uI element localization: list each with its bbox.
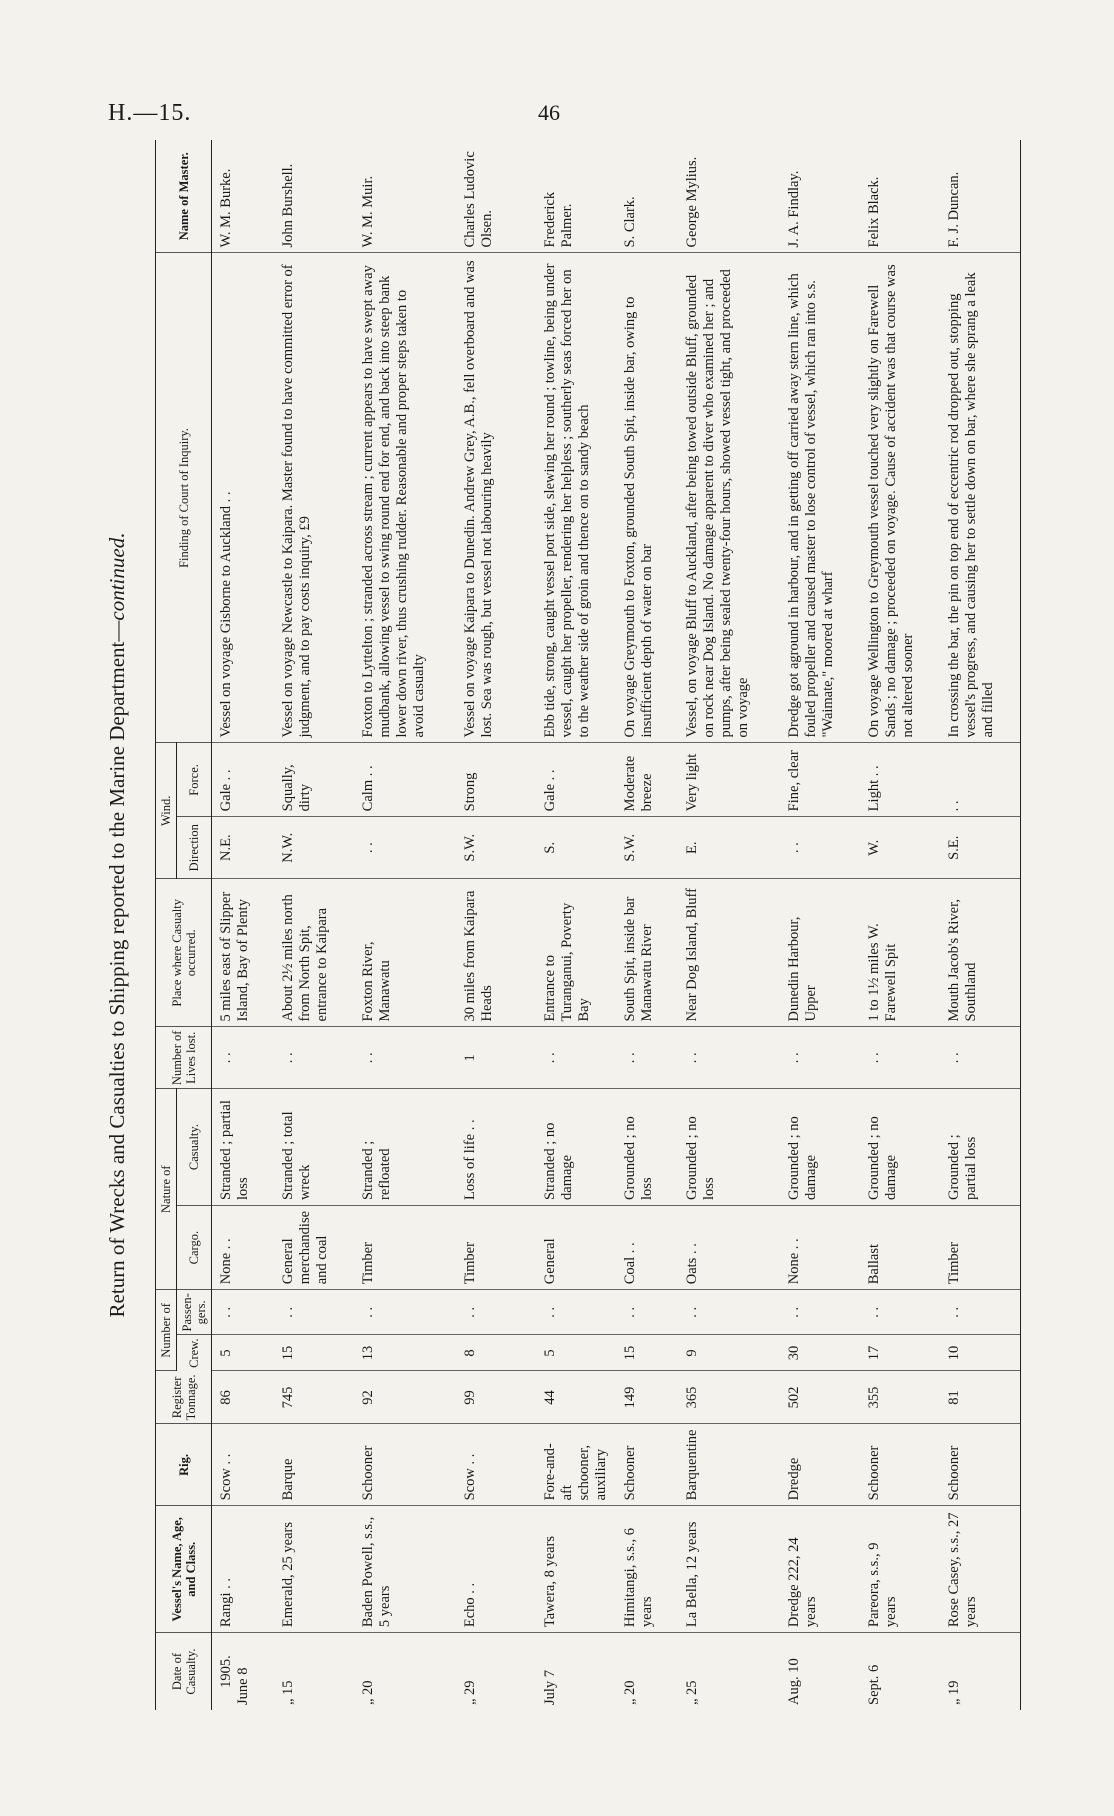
date-day: 10 [786,1658,802,1673]
tonnage: 745 [274,1371,354,1424]
wind-force: Gale . . [536,743,616,817]
crew: 15 [274,1335,354,1371]
cargo: Timber [456,1205,536,1289]
wind-force: Light . . [860,743,940,817]
vessel-name: Rangi . . [212,1506,275,1633]
year-label: 1905. [218,1655,234,1688]
wind-force: Fine, clear [780,743,860,817]
table-title-main: Return of Wrecks and Casualties to Shipping reported to the Marine Department— [105,620,129,1318]
wind-direction: E. [678,817,780,879]
lives-lost: . . [780,1027,860,1089]
rig: Fore-and-aft schooner, auxiliary [536,1424,616,1506]
rig: Barquentine [678,1424,780,1506]
header-tonnage: Register Tonnage. [156,1371,212,1424]
master-name: F. J. Duncan. [940,140,1021,253]
rig: Barque [274,1424,354,1506]
place: 30 miles from Kaipara Heads [456,879,536,1027]
passengers: . . [616,1290,678,1335]
cargo: None . . [780,1205,860,1289]
vessel-name: Rose Casey, s.s., 27 years [940,1506,1021,1633]
place: South Spit, inside bar Manawatu River [616,879,678,1027]
date-day: 20 [360,1680,376,1695]
lives-lost: . . [678,1027,780,1089]
lives-lost: . . [354,1027,456,1089]
place: Dunedin Harbour, Upper [780,879,860,1027]
tonnage: 86 [212,1371,275,1424]
date-month: „ [622,1698,638,1705]
date-month: June [235,1678,251,1705]
casualty: Stranded ; partial loss [212,1089,275,1206]
date-day: 7 [542,1669,558,1678]
cargo: Timber [940,1205,1021,1289]
vessel-name: Echo . . [456,1506,536,1633]
table-title [95,140,139,1710]
date-day: 8 [235,1667,251,1675]
table-row [940,140,1021,1710]
wind-direction: W. [860,817,940,879]
header-lives-lost: Number of Lives lost. [156,1027,212,1089]
wind-force: . . [940,743,1021,817]
table-row [678,140,780,1710]
cargo: None . . [212,1205,275,1289]
date-month: „ [462,1698,478,1705]
crew: 9 [678,1335,780,1371]
master-name: Frederick Palmer. [536,140,616,253]
crew: 13 [354,1335,456,1371]
date-day: 6 [866,1664,882,1672]
table-row [780,140,860,1710]
wind-force: Very light [678,743,780,817]
date-day: 19 [946,1680,962,1695]
date-month: Sept. [866,1675,882,1705]
lives-lost: . . [536,1027,616,1089]
wind-force: Squally, dirty [274,743,354,817]
casualty: Grounded ; no damage [780,1089,860,1206]
crew: 10 [940,1335,1021,1371]
finding: Vessel on voyage Kaipara to Dunedin. Andrew Grey, A.B., fell overboard and was lost. Sea was rough, but vessel not labouring heavily [456,253,536,743]
table-row [860,140,940,1710]
table-row [212,140,275,1710]
header-row-1 [156,140,177,1710]
date-month: „ [360,1698,376,1705]
place: Foxton River, Manawatu [354,879,456,1027]
date-month: „ [280,1698,296,1705]
wind-force: Strong [456,743,536,817]
wind-direction: N.E. [212,817,275,879]
header-cargo: Cargo. [177,1205,212,1289]
finding: In crossing the bar, the pin on top end of eccentric rod dropped out, stopping vessel's progress, and causing her to settle down on bar, where she sprang a leak and filled [940,253,1021,743]
page-number: 46 [538,100,560,125]
casualty: Grounded ; partial loss [940,1089,1021,1206]
cargo: Ballast [860,1205,940,1289]
header-casualty: Casualty. [177,1089,212,1206]
wind-direction: . . [780,817,860,879]
passengers: . . [354,1290,456,1335]
rig: Scow . . [212,1424,275,1506]
wind-force: Moderate breeze [616,743,678,817]
header-rig: Rig. [156,1424,212,1506]
wind-direction: S.W. [456,817,536,879]
crew: 15 [616,1335,678,1371]
date-day: 15 [280,1680,296,1695]
place: About 2½ miles north from North Spit, entrance to Kaipara [274,879,354,1027]
place: Near Dog Island, Bluff [678,879,780,1027]
casualty: Loss of life . . [456,1089,536,1206]
vessel-name: Tawera, 8 years [536,1506,616,1633]
place: Entrance to Turanganui, Poverty Bay [536,879,616,1027]
place: Mouth Jacob's River, Southland [940,879,1021,1027]
date-month: Aug. [786,1676,802,1705]
tonnage: 502 [780,1371,860,1424]
rotated-table-block [95,140,1045,1710]
table-row [536,140,616,1710]
vessel-name: Dredge 222, 24 years [780,1506,860,1633]
cargo: Oats . . [678,1205,780,1289]
header-finding: Finding of Court of Inquiry. [156,253,212,743]
place: 5 miles east of Slipper Island, Bay of Plenty [212,879,275,1027]
master-name: George Mylius. [678,140,780,253]
tonnage: 99 [456,1371,536,1424]
vessel-name: Himitangi, s.s., 6 years [616,1506,678,1633]
vessel-name: Baden Powell, s.s., 5 years [354,1506,456,1633]
finding: Vessel on voyage Gisborne to Auckland . . [212,253,275,743]
table-title-continued: continued. [105,532,129,621]
finding: On voyage Greymouth to Foxton, grounded South Spit, inside bar, owing to insufficient depth of water on bar [616,253,678,743]
vessel-name: La Bella, 12 years [678,1506,780,1633]
crew: 5 [212,1335,275,1371]
casualty: Stranded ; total wreck [274,1089,354,1206]
tonnage: 44 [536,1371,616,1424]
cargo: General merchandise and coal [274,1205,354,1289]
lives-lost: 1 [456,1027,536,1089]
crew: 17 [860,1335,940,1371]
master-name: W. M. Muir. [354,140,456,253]
wind-direction: S. [536,817,616,879]
lives-lost: . . [212,1027,275,1089]
finding: Vessel on voyage Newcastle to Kaipara. Master found to have committed error of judgment, and to pay costs inquiry, £9 [274,253,354,743]
passengers: . . [780,1290,860,1335]
finding: Dredge got aground in harbour, and in getting off carried away stern line, which fouled propeller and caused master to lose control of vessel, which ran into s.s. "Waimate," moored at wharf [780,253,860,743]
passengers: . . [536,1290,616,1335]
wind-direction: . . [354,817,456,879]
crew: 8 [456,1335,536,1371]
vessel-name: Emerald, 25 years [274,1506,354,1633]
lives-lost: . . [860,1027,940,1089]
header-crew: Crew. [177,1335,212,1371]
wind-force: Gale . . [212,743,275,817]
table-row [616,140,678,1710]
date-month: „ [946,1698,962,1705]
tonnage: 355 [860,1371,940,1424]
passengers: . . [212,1290,275,1335]
master-name: W. M. Burke. [212,140,275,253]
master-name: J. A. Findlay. [780,140,860,253]
master-name: Felix Black. [860,140,940,253]
casualty: Grounded ; no loss [678,1089,780,1206]
table-row [456,140,536,1710]
crew: 5 [536,1335,616,1371]
casualty: Stranded ; no damage [536,1089,616,1206]
header-date: Date of Casualty. [156,1633,212,1710]
date-day: 29 [462,1680,478,1695]
table-row [354,140,456,1710]
header-number-of: Number of [156,1290,177,1371]
master-name: S. Clark. [616,140,678,253]
date-day: 25 [684,1680,700,1695]
header-master: Name of Master. [156,140,212,253]
casualty: Grounded ; no damage [860,1089,940,1206]
header-force: Force. [177,743,212,817]
header-vessel: Vessel's Name, Age, and Class. [156,1506,212,1633]
rig: Schooner [860,1424,940,1506]
passengers: . . [860,1290,940,1335]
cargo: Timber [354,1205,456,1289]
header-wind: Wind. [156,743,177,879]
rig: Schooner [940,1424,1021,1506]
finding: Foxton to Lyttelton ; stranded across stream ; current appears to have swept away mudbank, allowing vessel to swing round end for end, and back into steep bank lower down river, thus crushing rudder. Reasonable and proper steps taken to avoid casualty [354,253,456,743]
date-day: 20 [622,1680,638,1695]
vessel-name: Pareora, s.s., 9 years [860,1506,940,1633]
master-name: John Burshell. [274,140,354,253]
tonnage: 81 [940,1371,1021,1424]
wind-direction: N.W. [274,817,354,879]
table-body [212,140,1021,1710]
date-month: July [542,1680,558,1705]
master-name: Charles Ludovic Olsen. [456,140,536,253]
header-passengers: Passen-gers. [177,1290,212,1335]
lives-lost: . . [940,1027,1021,1089]
tonnage: 149 [616,1371,678,1424]
passengers: . . [274,1290,354,1335]
place: 1 to 1½ miles W. Farewell Spit [860,879,940,1027]
tonnage: 365 [678,1371,780,1424]
page-label: H.—15. [108,100,192,126]
finding: Vessel, on voyage Bluff to Auckland, after being towed outside Bluff, grounded on rock near Dog Island. No damage apparent to diver who examined her ; and pumps, after being sealed twenty-four hours, showed vessel tight, and proceeded on voyage [678,253,780,743]
rig: Schooner [354,1424,456,1506]
finding: On voyage Wellington to Greymouth vessel touched very slightly on Farewell Sands ; no damage ; proceeded on voyage. Cause of accident was that course was not altered sooner [860,253,940,743]
wind-direction: S.W. [616,817,678,879]
date-month: „ [684,1698,700,1705]
crew: 30 [780,1335,860,1371]
passengers: . . [456,1290,536,1335]
header-nature-of: Nature of [156,1089,177,1290]
header-place: Place where Casualty occurred. [156,879,212,1027]
table-row [274,140,354,1710]
casualty: Grounded ; no loss [616,1089,678,1206]
rig: Dredge [780,1424,860,1506]
casualties-table [155,140,1021,1710]
lives-lost: . . [274,1027,354,1089]
rig: Schooner [616,1424,678,1506]
rig: Scow . . [456,1424,536,1506]
passengers: . . [940,1290,1021,1335]
passengers: . . [678,1290,780,1335]
wind-force: Calm . . [354,743,456,817]
header-direction: Direction [177,817,212,879]
finding: Ebb tide, strong, caught vessel port side, slewing her round ; towline, being under vessel, caught her propeller, rendering her helpless ; southerly seas forced her on to the weather side of groin and thence on to sandy beach [536,253,616,743]
wind-direction: S.E. [940,817,1021,879]
tonnage: 92 [354,1371,456,1424]
lives-lost: . . [616,1027,678,1089]
cargo: General [536,1205,616,1289]
casualty: Stranded ; refloated [354,1089,456,1206]
cargo: Coal . . [616,1205,678,1289]
